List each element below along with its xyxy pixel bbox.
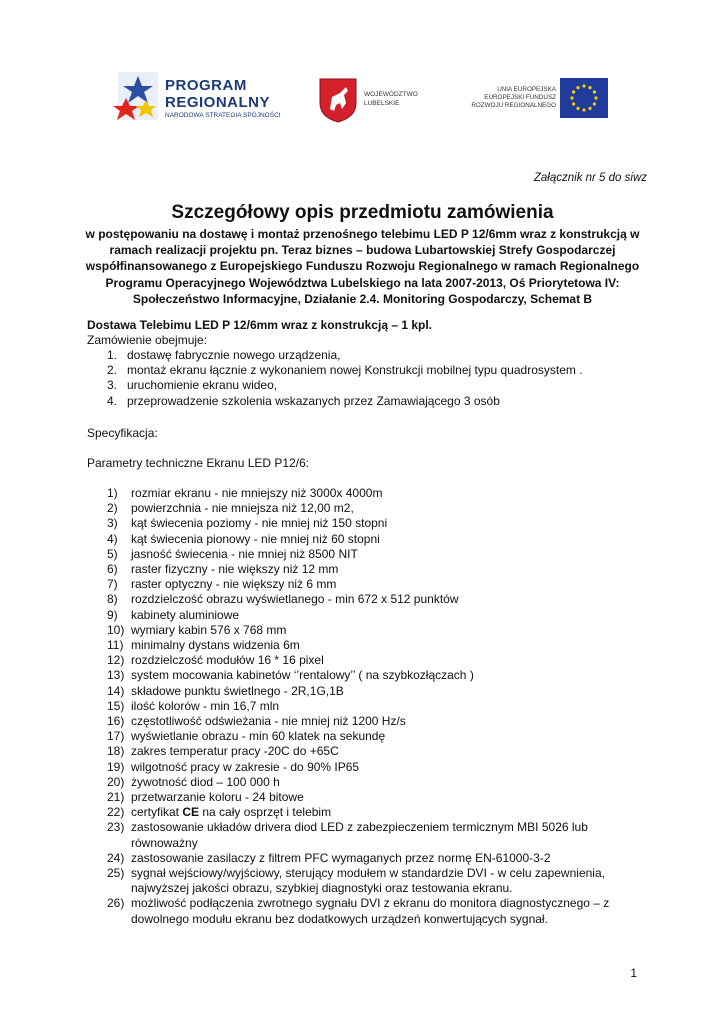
page-title: Szczegółowy opis przedmiotu zamówienia <box>171 202 554 223</box>
param-item <box>87 516 657 531</box>
param-item <box>87 577 657 592</box>
param-item <box>87 760 657 775</box>
param-number: 19) <box>107 759 125 774</box>
param-number: 25) <box>107 866 125 881</box>
param-item <box>87 653 657 668</box>
param-number: 23) <box>107 820 125 835</box>
param-item <box>87 866 657 896</box>
woj-line1: WOJEWÓDZTWO <box>364 91 418 98</box>
param-item <box>87 623 657 638</box>
eu-flag-icon <box>560 78 608 123</box>
scope-item-text: montaż ekranu łącznie z wykonaniem nowej Konstrukcji mobilnej typu quadrosystem . <box>127 363 583 378</box>
param-number: 6) <box>107 562 118 577</box>
param-item <box>87 775 657 790</box>
param-number: 4) <box>107 531 118 546</box>
param-item <box>87 805 657 820</box>
param-text: przetwarzanie koloru - 24 bitowe <box>131 790 304 805</box>
scope-list <box>87 348 657 409</box>
params-label: Parametry techniczne Ekranu LED P12/6: <box>87 456 310 470</box>
param-text: raster fizyczny - nie większy niż 12 mm <box>131 562 339 577</box>
param-item <box>87 729 657 744</box>
param-item <box>87 486 657 501</box>
scope-item-text: dostawę fabrycznie nowego urządzenia, <box>127 348 341 362</box>
param-item <box>87 638 657 653</box>
scope-item-number: 1. <box>107 348 118 362</box>
param-text: minimalny dystans widzenia 6m <box>131 638 300 653</box>
param-item <box>87 744 657 759</box>
param-number: 12) <box>107 653 125 668</box>
param-text: możliwość podłączenia zwrotnego sygnału DVI z ekranu do monitora diagnostycznego – z dowolnego modułu ekranu bez dodatkowych urządzeń konwertujących sygnał. <box>131 896 610 926</box>
param-number: 13) <box>107 668 125 683</box>
param-item <box>87 592 657 607</box>
param-item <box>87 547 657 562</box>
param-item <box>87 608 657 623</box>
param-text: zakres temperatur pracy -20C do +65C <box>131 744 339 759</box>
param-item <box>87 820 657 850</box>
param-item <box>87 532 657 547</box>
params-list <box>87 486 657 927</box>
scope-item-text: uruchomienie ekranu wideo, <box>127 378 278 393</box>
spec-label: Specyfikacja: <box>87 426 158 440</box>
scope-intro: Zamówienie obejmuje: <box>87 333 208 347</box>
param-text: jasność świecenia - nie mniej niż 8500 NIT <box>131 546 358 561</box>
param-number: 5) <box>107 546 118 561</box>
scope-item-text: przeprowadzenie szkolenia wskazanych przez Zamawiającego 3 osób <box>127 393 500 408</box>
scope-item-number: 2. <box>107 363 118 378</box>
param-text: ilość kolorów - min 16,7 mln <box>131 698 280 713</box>
param-text: wilgotność pracy w zakresie - do 90% IP65 <box>131 759 360 774</box>
param-item <box>87 896 657 926</box>
param-number: 10) <box>107 622 125 637</box>
param-number: 15) <box>107 698 125 713</box>
param-text: zastosowanie układów drivera diod LED z zabezpieczeniem termicznym MBI 5026 lub równoważny <box>131 820 588 850</box>
ue-line2: EUROPEJSKI FUNDUSZ <box>484 94 556 101</box>
param-text: kąt świecenia poziomy - nie mniej niż 150 stopni <box>131 516 388 531</box>
param-text: rozdzielczość modułów 16 * 16 pixel <box>131 653 324 668</box>
param-number: 21) <box>107 790 125 805</box>
param-number: 24) <box>107 850 125 865</box>
param-text: powierzchnia - nie mniejsza niż 12,00 m2, <box>131 501 354 516</box>
scope-item <box>87 348 657 363</box>
program-title-line1: PROGRAM <box>165 77 247 94</box>
param-item <box>87 714 657 729</box>
param-item <box>87 501 657 516</box>
param-number: 14) <box>107 683 125 698</box>
scope-item <box>87 394 657 409</box>
param-text: certyfikat <box>131 805 183 820</box>
scope-item <box>87 363 657 378</box>
param-number: 8) <box>107 592 118 607</box>
param-number: 26) <box>107 896 125 911</box>
param-item <box>87 684 657 699</box>
param-number: 11) <box>107 638 124 653</box>
param-text: sygnał wejściowy/wyjściowy, sterujący modułem w standardzie DVI - w celu zapewnienia, najwyższej jakości obrazu, szybkiej diagnostyki oraz testowania ekranu. <box>131 866 605 896</box>
scope-item-number: 4. <box>107 393 118 408</box>
param-number: 3) <box>107 516 118 531</box>
param-text: wyświetlanie obrazu - min 60 klatek na sekundę <box>131 729 386 744</box>
woj-line2: LUBELSKIE <box>364 100 400 107</box>
param-number: 2) <box>107 501 118 516</box>
param-number: 20) <box>107 774 125 789</box>
param-number: 1) <box>107 486 118 500</box>
param-number: 18) <box>107 744 125 759</box>
param-text: kąt świecenia pionowy - nie mniej niż 60 stopni <box>131 531 380 546</box>
param-text: system mocowania kabinetów ‘’rentalowy’’ ( na szybkozłączach ) <box>131 668 474 683</box>
param-item <box>87 851 657 866</box>
param-text: żywotność diod – 100 000 h <box>131 774 280 789</box>
param-text-bold: CE <box>182 805 200 820</box>
program-regionalny-emblem-icon <box>112 68 162 124</box>
scope-item-number: 3. <box>107 378 118 393</box>
program-subtitle: NARODOWA STRATEGIA SPÓJNOŚCI <box>165 112 281 119</box>
param-text: zastosowanie zasilaczy z filtrem PFC wymaganych przez normę EN-61000-3-2 <box>131 850 551 865</box>
lubelskie-coat-of-arms-icon <box>318 77 358 128</box>
param-number: 16) <box>107 714 125 729</box>
param-text: składowe punktu świetlnego - 2R,1G,1B <box>131 683 344 698</box>
param-number: 7) <box>107 577 118 592</box>
param-text: wymiary kabin 576 x 768 mm <box>131 622 287 637</box>
ue-line1: UNIA EUROPEJSKA <box>497 86 556 93</box>
param-number: 22) <box>107 805 125 820</box>
ue-line3: ROZWOJU REGIONALNEGO <box>471 102 556 109</box>
scope-item <box>87 378 657 393</box>
param-text: na cały osprzęt i telebim <box>199 805 332 820</box>
delivery-heading: Dostawa Telebimu LED P 12/6mm wraz z konstrukcją – 1 kpl. <box>87 318 433 332</box>
page-number: 1 <box>630 966 637 980</box>
param-text: rozmiar ekranu - nie mniejszy niż 3000x 4000m <box>131 486 383 500</box>
param-text: raster optyczny - nie większy niż 6 mm <box>131 577 337 592</box>
param-number: 9) <box>107 607 118 622</box>
param-text: kabinety aluminiowe <box>131 607 240 622</box>
wojewodztwo-label <box>364 90 418 108</box>
param-item <box>87 562 657 577</box>
page-subtitle: w postępowaniu na dostawę i montaż przenośnego telebimu LED P 12/6mm wraz z konstrukcją w ramach realizacji projektu pn. Teraz biznes – budowa Lubartowskiej Strefy Gospodarczej współfinansowanego z Europejskiego Funduszu Rozwoju Regionalnego w ramach Regionalnego Programu Operacyjnego Województwa Lubelskiego na lata 2007-2013, Oś Priorytetowa IV: Społeczeństwo Informacyjne, Działanie 2.4. Monitoring Gospodarczy, Schemat B <box>85 227 640 306</box>
param-item <box>87 668 657 683</box>
param-text: rozdzielczość obrazu wyświetlanego - min 672 x 512 punktów <box>131 592 459 607</box>
param-item <box>87 790 657 805</box>
param-number: 17) <box>107 729 125 744</box>
param-item <box>87 699 657 714</box>
annex-label: Załącznik nr 5 do siwz <box>533 172 647 184</box>
param-text: częstotliwość odświeżania - nie mniej niż 1200 Hz/s <box>131 714 406 729</box>
program-title-line2: REGIONALNY <box>165 94 271 111</box>
eu-fund-label <box>468 86 556 110</box>
